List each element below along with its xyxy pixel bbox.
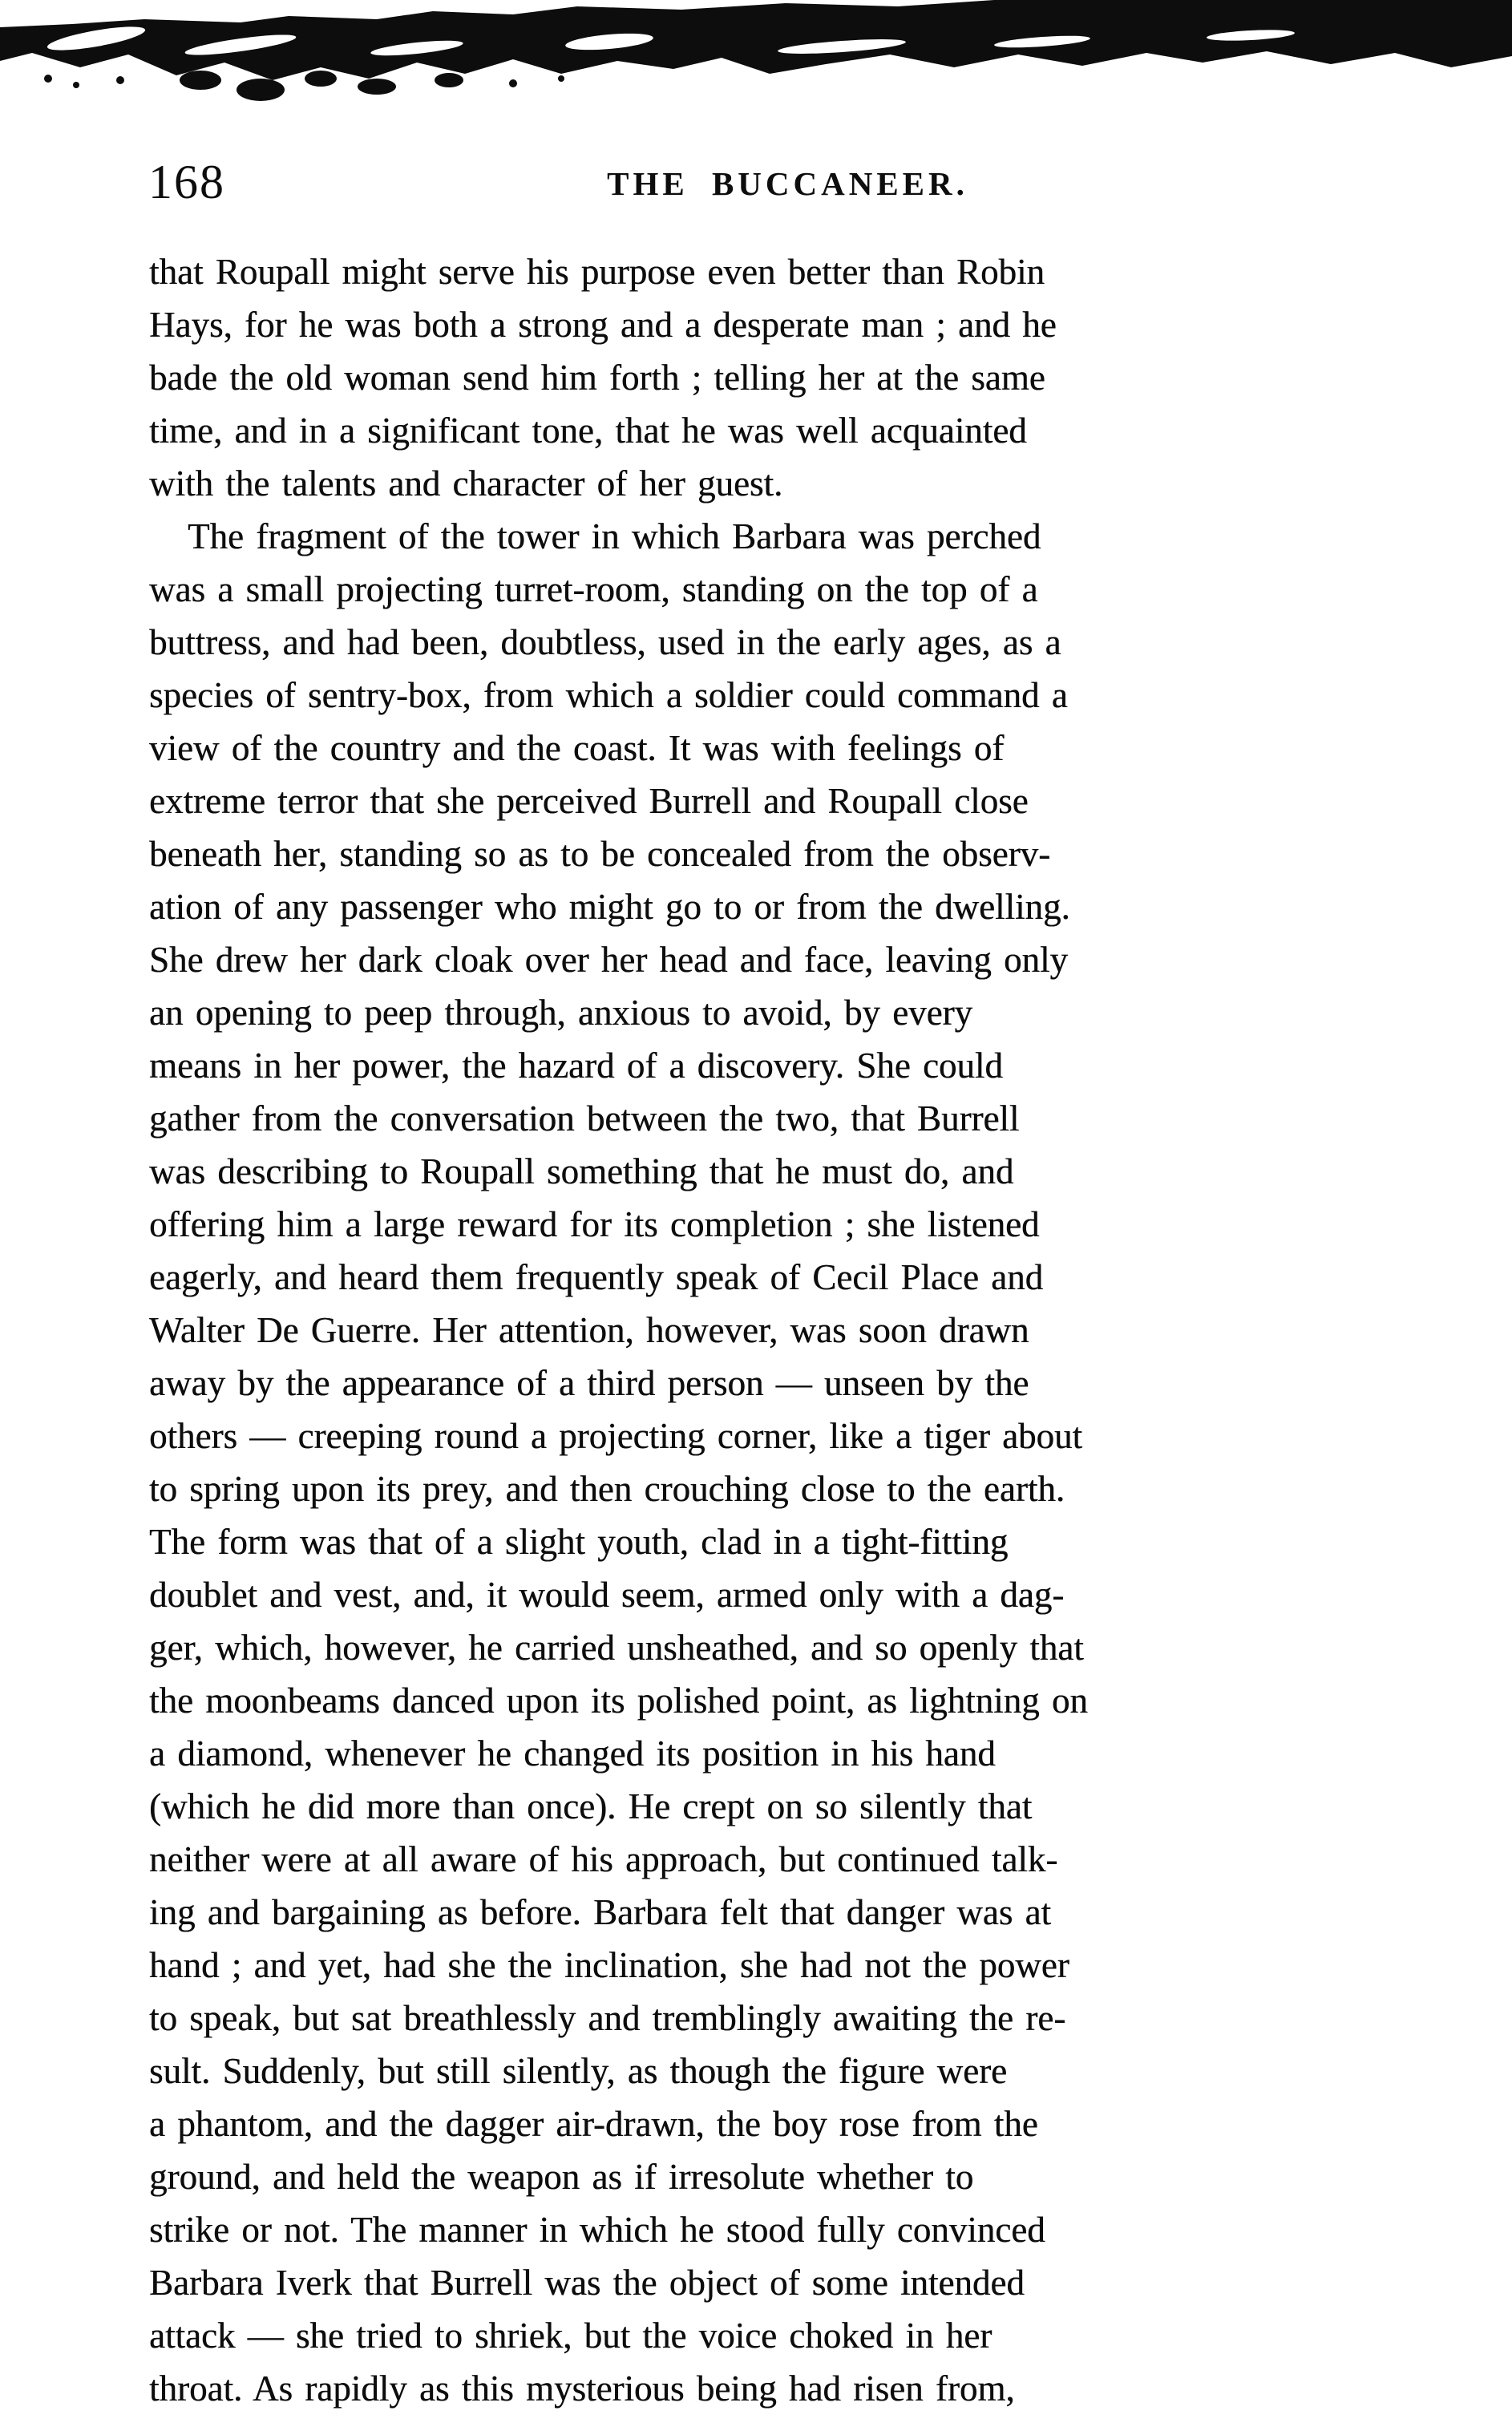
text-line: The form was that of a slight youth, clad in a tight-fitting <box>149 1522 1009 1562</box>
text-line: to spring upon its prey, and then crouching close to the earth. <box>149 1469 1065 1509</box>
text-line: Barbara Iverk that Burrell was the object of some intended <box>149 2263 1025 2303</box>
text-line: time, and in a significant tone, that he was well acquainted <box>149 411 1027 451</box>
text-line: eagerly, and heard them frequently speak of Cecil Place and <box>149 1257 1044 1297</box>
text-line: was a small projecting turret-room, standing on the top of a <box>149 569 1038 609</box>
text-line: ger, which, however, he carried unsheathed, and so openly that <box>149 1628 1084 1668</box>
text-line: a phantom, and the dagger air-drawn, the boy rose from the <box>149 2104 1038 2144</box>
text-line: away by the appearance of a third person — unseen by the <box>149 1363 1029 1403</box>
body-text-block <box>149 245 1453 2415</box>
text-line: that Roupall might serve his purpose even better than Robin <box>149 252 1045 292</box>
text-line: ground, and held the weapon as if irresolute whether to <box>149 2157 974 2197</box>
text-line: ation of any passenger who might go to or from the dwelling. <box>149 887 1070 927</box>
text-line: (which he did more than once). He crept on so silently that <box>149 1786 1033 1826</box>
text-line: doublet and vest, and, it would seem, armed only with a dag- <box>149 1575 1065 1615</box>
text-line: attack — she tried to shriek, but the voice choked in her <box>149 2316 993 2356</box>
text-line: Walter De Guerre. Her attention, however, was soon drawn <box>149 1310 1029 1350</box>
text-line: the moonbeams danced upon its polished point, as lightning on <box>149 1681 1088 1721</box>
text-line: others — creeping round a projecting corner, like a tiger about <box>149 1416 1083 1456</box>
text-line: strike or not. The manner in which he stood fully convinced <box>149 2210 1045 2250</box>
text-line: She drew her dark cloak over her head and face, leaving only <box>149 940 1069 980</box>
text-line: hand ; and yet, had she the inclination, she had not the power <box>149 1945 1069 1985</box>
text-line: species of sentry-box, from which a soldier could command a <box>149 675 1068 715</box>
text-line: means in her power, the hazard of a discovery. She could <box>149 1046 1003 1086</box>
text-line: an opening to peep through, anxious to avoid, by every <box>149 993 973 1033</box>
text-line: sult. Suddenly, but still silently, as though the figure were <box>149 2051 1008 2091</box>
text-line: offering him a large reward for its completion ; she listened <box>149 1204 1040 1244</box>
scan-ink-band-artifact <box>0 0 1512 112</box>
text-line: view of the country and the coast. It was with feelings of <box>149 728 1005 768</box>
text-line: extreme terror that she perceived Burrell and Roupall close <box>149 781 1029 821</box>
page-header <box>148 157 1451 213</box>
text-line: Hays, for he was both a strong and a desperate man ; and he <box>149 305 1057 345</box>
text-line: with the talents and character of her guest. <box>149 463 783 504</box>
running-header-title: THE BUCCANEER. <box>607 165 968 202</box>
text-line: neither were at all aware of his approach, but continued talk- <box>149 1839 1058 1879</box>
text-line: ing and bargaining as before. Barbara felt that danger was at <box>149 1892 1051 1932</box>
text-line: was describing to Roupall something that he must do, and <box>149 1151 1014 1191</box>
text-line: throat. As rapidly as this mysterious being had risen from, <box>149 2368 1015 2409</box>
text-line: beneath her, standing so as to be concealed from the observ- <box>149 834 1051 874</box>
text-line: gather from the conversation between the two, that Burrell <box>149 1098 1020 1139</box>
text-line: a diamond, whenever he changed its position in his hand <box>149 1733 996 1774</box>
text-line: The fragment of the tower in which Barbara was perched <box>188 516 1041 556</box>
page-number: 168 <box>148 156 225 208</box>
text-line: buttress, and had been, doubtless, used in the early ages, as a <box>149 622 1061 662</box>
text-line: bade the old woman send him forth ; telling her at the same <box>149 358 1045 398</box>
text-line: to speak, but sat breathlessly and tremblingly awaiting the re- <box>149 1998 1066 2038</box>
